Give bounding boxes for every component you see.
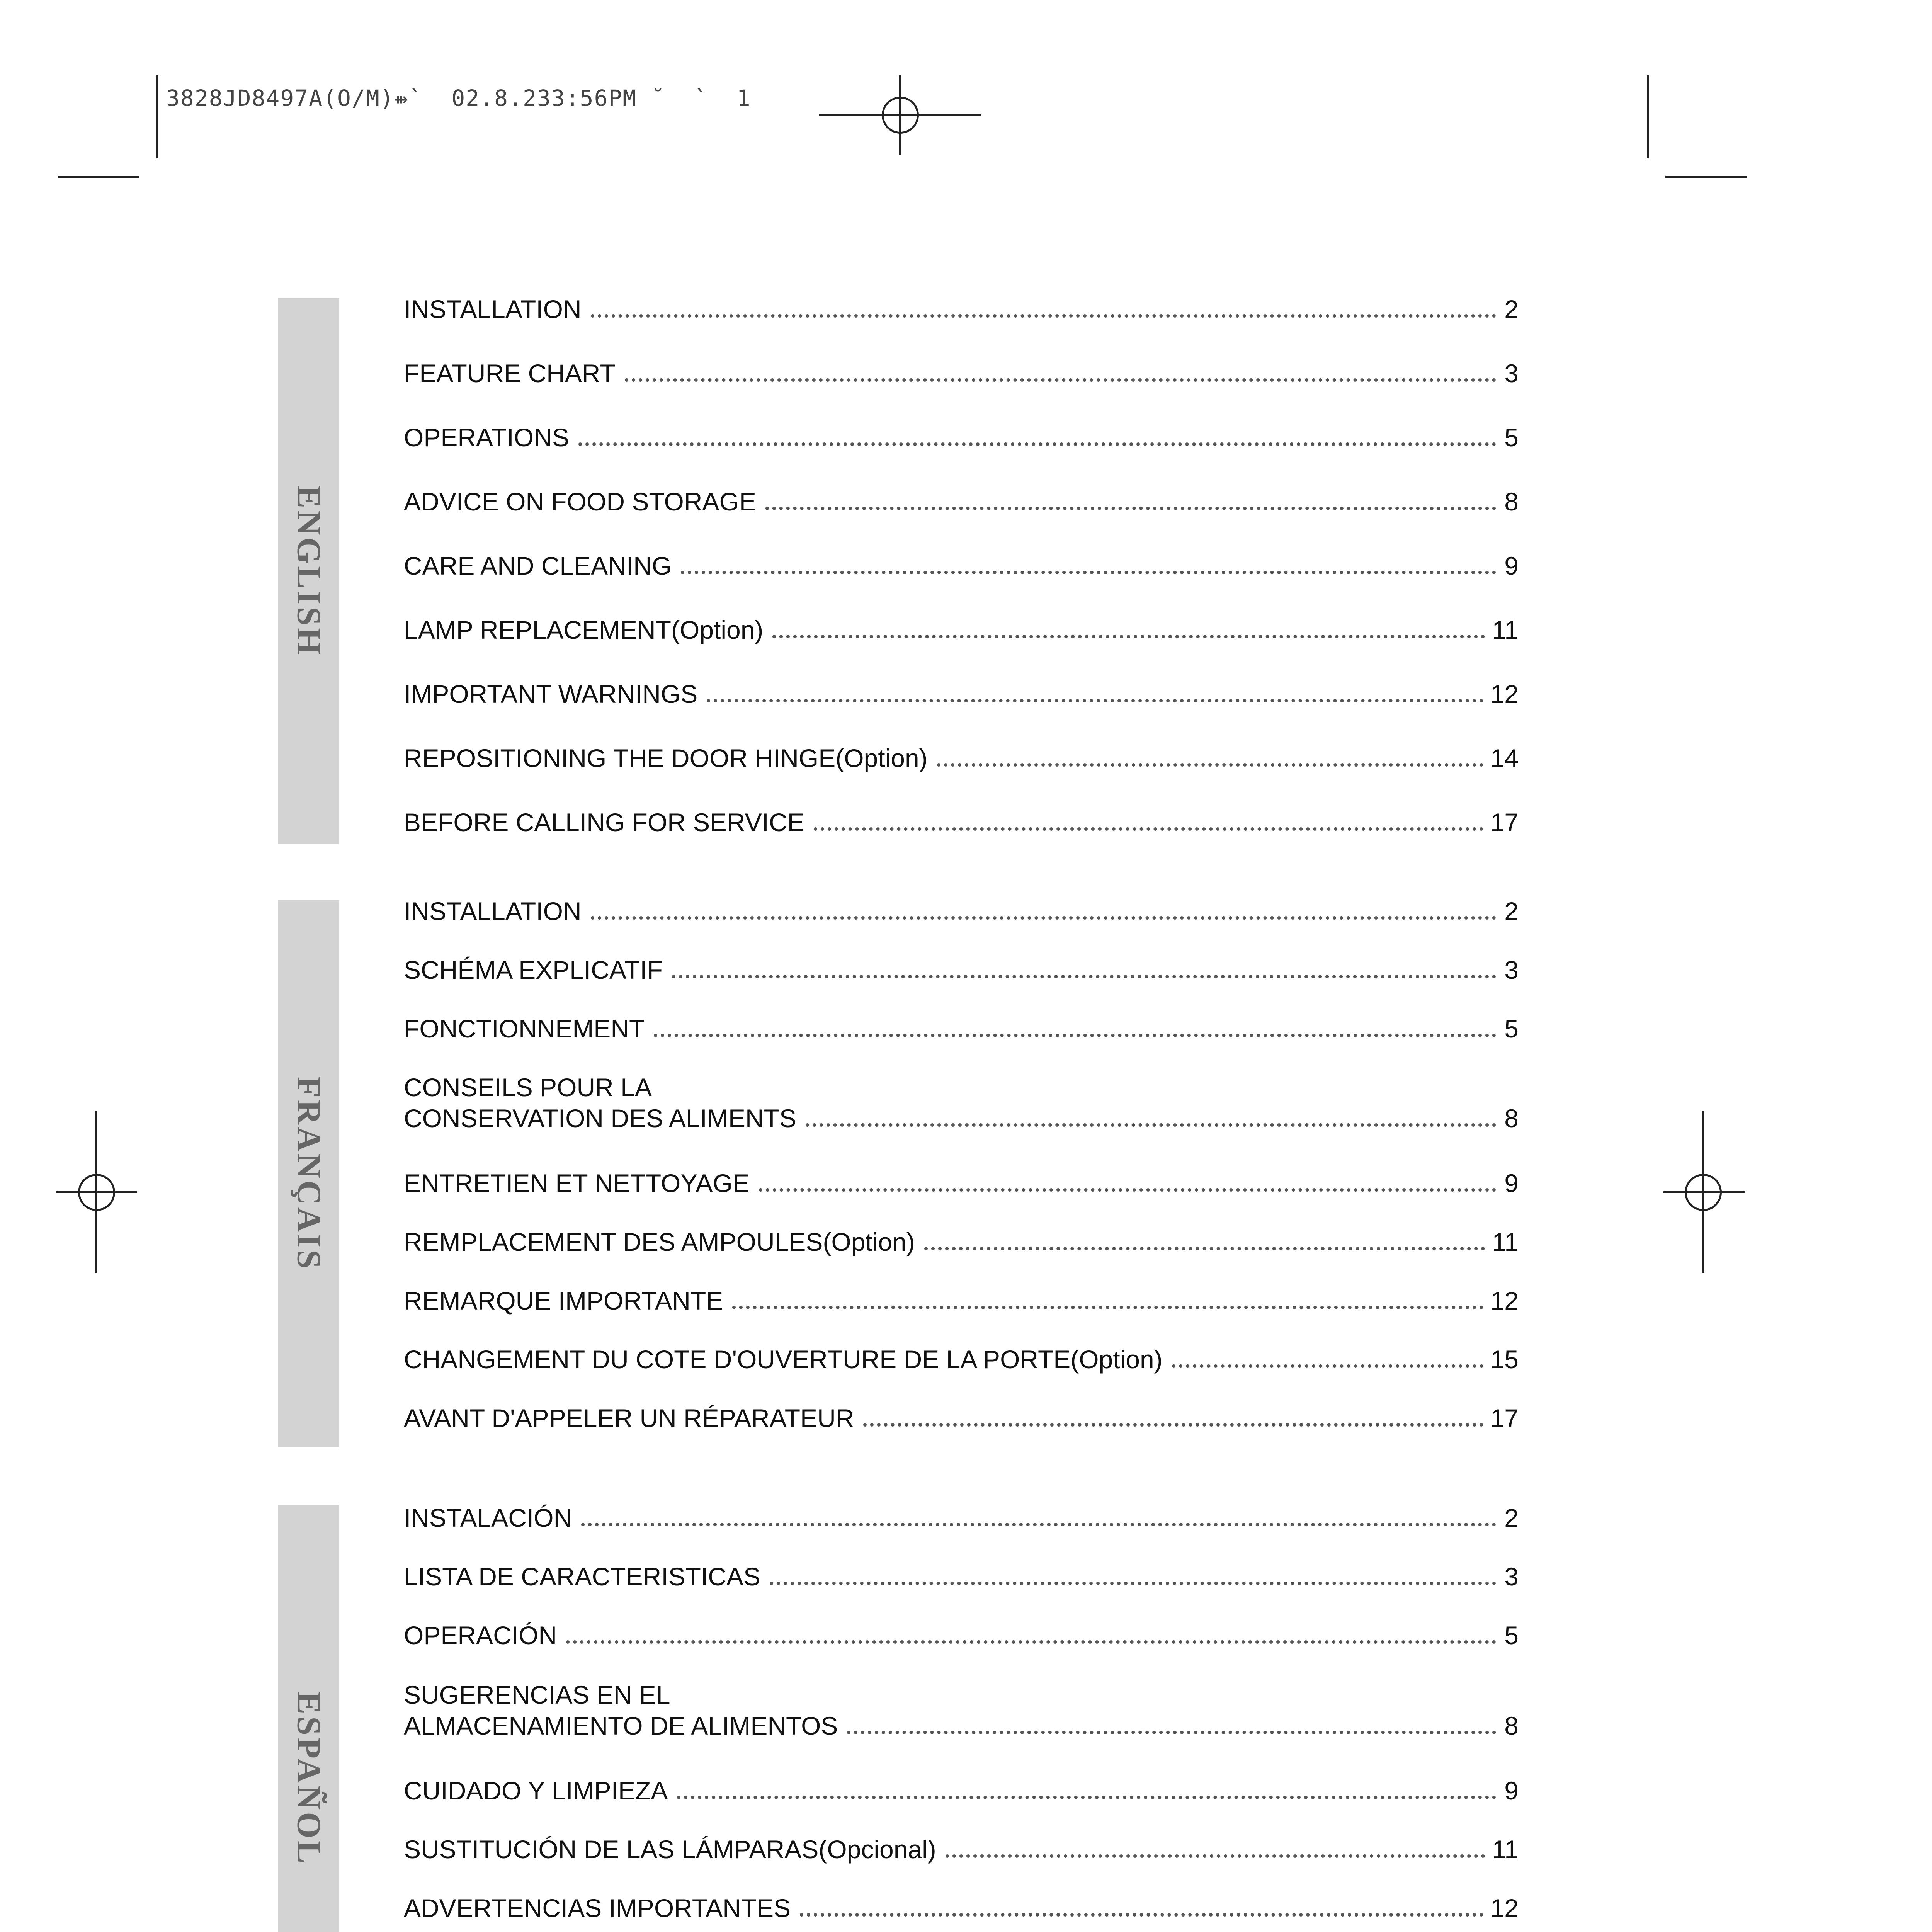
toc-entry-title: INSTALACIÓN (404, 1503, 572, 1532)
toc-entry-title: REMPLACEMENT DES AMPOULES(Option) (404, 1228, 915, 1256)
toc-entry-title: ADVICE ON FOOD STORAGE (404, 487, 756, 516)
toc-entry-page: 12 (1490, 1286, 1519, 1315)
toc-leader-dots (770, 1582, 1496, 1585)
toc-entry-page: 8 (1504, 1104, 1519, 1133)
crop-mark (58, 176, 139, 178)
toc-entry[interactable] (404, 1893, 1519, 1923)
toc-entry[interactable] (404, 896, 1519, 927)
toc-entry-page: 5 (1504, 1621, 1519, 1650)
toc-entry-title-line2: ALMACENAMIENTO DE ALIMENTOS (404, 1711, 838, 1740)
toc-leader-dots (937, 763, 1483, 767)
toc-entry-title: FONCTIONNEMENT (404, 1014, 645, 1043)
toc-entry-title: OPERATIONS (404, 423, 569, 452)
toc-entry-title: LAMP REPLACEMENT(Option) (404, 616, 764, 644)
crop-mark (1665, 176, 1747, 178)
language-tab-english (278, 298, 339, 844)
toc-entry[interactable] (404, 679, 1519, 709)
toc-entry-page: 11 (1492, 1228, 1519, 1256)
toc-entry-page: 9 (1504, 1776, 1519, 1805)
toc-entry[interactable] (404, 614, 1519, 645)
toc-entry[interactable] (404, 743, 1519, 774)
toc-entry-page: 2 (1504, 897, 1519, 925)
toc-entry-page: 14 (1490, 744, 1519, 772)
toc-entry[interactable] (404, 1502, 1519, 1533)
toc-entry[interactable] (404, 422, 1519, 453)
toc-entry[interactable] (404, 486, 1519, 517)
toc-leader-dots (924, 1247, 1485, 1250)
toc-entry-title: ADVERTENCIAS IMPORTANTES (404, 1894, 791, 1922)
language-tab-label: FRANÇAIS (290, 1077, 328, 1271)
toc-leader-dots (591, 314, 1496, 318)
toc-entry[interactable] (404, 1285, 1519, 1316)
toc-entry-page: 9 (1504, 1169, 1519, 1197)
toc-entry-title-line1: CONSEILS POUR LA (404, 1073, 652, 1102)
toc-leader-dots (732, 1306, 1483, 1309)
toc-leader-dots (591, 916, 1496, 920)
toc-entry-title: OPERACIÓN (404, 1621, 557, 1650)
crop-mark (156, 75, 158, 158)
toc-entry-title: REMARQUE IMPORTANTE (404, 1286, 723, 1315)
toc-entry-page: 3 (1504, 956, 1519, 984)
toc-entry-page: 15 (1490, 1345, 1519, 1374)
toc-entry-title: ENTRETIEN ET NETTOYAGE (404, 1169, 750, 1197)
registration-circle (882, 97, 919, 134)
toc-entry-title: SUSTITUCIÓN DE LAS LÁMPARAS(Opcional) (404, 1835, 936, 1864)
toc-leader-dots (946, 1854, 1485, 1858)
toc-leader-dots (581, 1523, 1496, 1526)
toc-entry-title: CHANGEMENT DU COTE D'OUVERTURE DE LA PORTE(Option) (404, 1345, 1163, 1374)
toc-entry-page: 17 (1490, 808, 1519, 837)
toc-entry[interactable] (404, 1226, 1519, 1257)
toc-entry-page: 11 (1492, 1835, 1519, 1864)
toc-entry[interactable] (404, 1834, 1519, 1865)
registration-circle (78, 1174, 115, 1211)
toc-entry[interactable] (404, 807, 1519, 838)
toc-entry-page: 3 (1504, 359, 1519, 388)
toc-leader-dots (772, 635, 1485, 638)
toc-entry-page: 17 (1490, 1404, 1519, 1432)
toc-leader-dots (578, 442, 1496, 446)
toc-leader-dots (863, 1423, 1483, 1427)
toc-entry[interactable] (404, 1679, 1519, 1741)
toc-entry-title: SCHÉMA EXPLICATIF (404, 956, 663, 984)
toc-entry-title (404, 1072, 796, 1134)
toc-entry[interactable] (404, 550, 1519, 581)
toc-entry[interactable] (404, 358, 1519, 389)
language-tab-label: ENGLISH (290, 485, 328, 657)
toc-entry-page: 5 (1504, 423, 1519, 452)
toc-leader-dots (672, 975, 1496, 978)
toc-entry-title: CARE AND CLEANING (404, 551, 672, 580)
toc-leader-dots (707, 699, 1483, 702)
toc-entry-title: REPOSITIONING THE DOOR HINGE(Option) (404, 744, 928, 772)
toc-entry[interactable] (404, 294, 1519, 325)
toc-entry-title (404, 1679, 838, 1741)
toc-leader-dots (759, 1188, 1496, 1192)
toc-leader-dots (800, 1913, 1483, 1917)
language-tab-spanish (278, 1505, 339, 1932)
toc-entry-page: 9 (1504, 551, 1519, 580)
toc-entry-page: 8 (1504, 487, 1519, 516)
toc-leader-dots (1172, 1364, 1483, 1368)
toc-entry[interactable] (404, 1403, 1519, 1434)
toc-entry-title-line1: SUGERENCIAS EN EL (404, 1680, 670, 1709)
language-tab-label: ESPAÑOL (290, 1691, 328, 1866)
toc-entry-page: 12 (1490, 680, 1519, 708)
registration-circle (1685, 1174, 1722, 1211)
toc-leader-dots (814, 827, 1483, 831)
toc-leader-dots (765, 507, 1496, 510)
toc-entry-page: 12 (1490, 1894, 1519, 1922)
toc-entry-title-line2: CONSERVATION DES ALIMENTS (404, 1104, 796, 1133)
toc-entry-title: LISTA DE CARACTERISTICAS (404, 1562, 760, 1591)
toc-entry[interactable] (404, 1072, 1519, 1134)
toc-leader-dots (847, 1731, 1496, 1734)
toc-leader-dots (677, 1796, 1496, 1799)
toc-entry-page: 3 (1504, 1562, 1519, 1591)
toc-entry-title: IMPORTANT WARNINGS (404, 680, 698, 708)
toc-entry[interactable] (404, 1561, 1519, 1592)
toc-entry[interactable] (404, 1775, 1519, 1806)
toc-entry-page: 2 (1504, 295, 1519, 323)
toc-entry[interactable] (404, 1013, 1519, 1044)
crop-mark (1647, 75, 1649, 158)
toc-entry-title: CUIDADO Y LIMPIEZA (404, 1776, 668, 1805)
toc-entry[interactable] (404, 954, 1519, 985)
toc-entry-title: AVANT D'APPELER UN RÉPARATEUR (404, 1404, 854, 1432)
language-tab-french (278, 900, 339, 1447)
toc-entry-title: INSTALLATION (404, 897, 582, 925)
toc-leader-dots (625, 378, 1496, 382)
toc-entry-title: BEFORE CALLING FOR SERVICE (404, 808, 804, 837)
toc-entry-page: 8 (1504, 1711, 1519, 1740)
toc-entry-title: FEATURE CHART (404, 359, 616, 388)
toc-leader-dots (654, 1034, 1496, 1037)
toc-entry-page: 2 (1504, 1503, 1519, 1532)
toc-entry[interactable] (404, 1168, 1519, 1199)
toc-entry-page: 11 (1492, 616, 1519, 644)
toc-entry-title: INSTALLATION (404, 295, 582, 323)
print-slug: 3828JD8497A(O/M)⇻` 02.8.233:56PM ˘ ` 1 (166, 85, 751, 111)
toc-entry[interactable] (404, 1344, 1519, 1375)
toc-leader-dots (681, 571, 1496, 574)
toc-entry[interactable] (404, 1620, 1519, 1651)
toc-leader-dots (566, 1640, 1496, 1644)
toc-entry-page: 5 (1504, 1014, 1519, 1043)
toc-leader-dots (806, 1123, 1496, 1127)
